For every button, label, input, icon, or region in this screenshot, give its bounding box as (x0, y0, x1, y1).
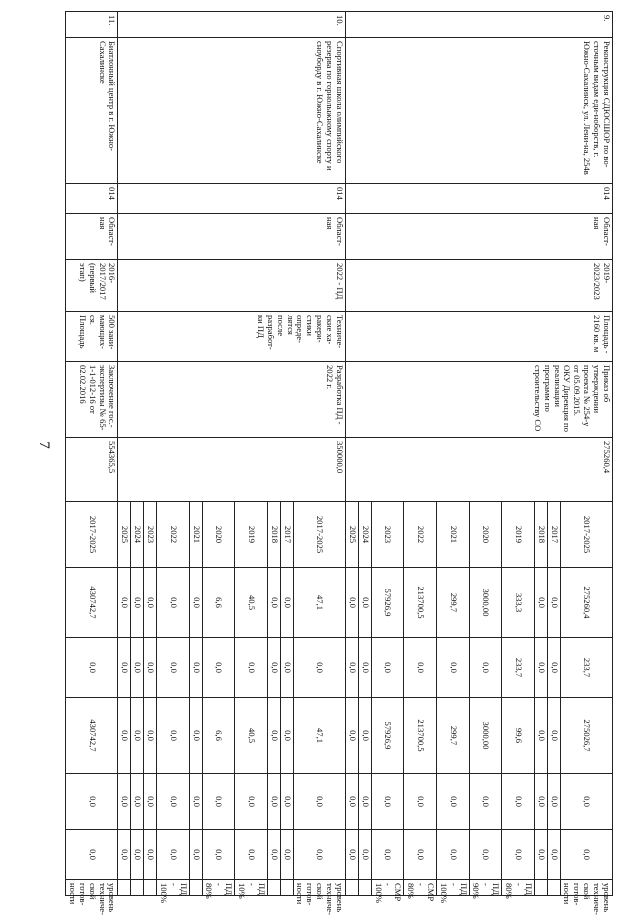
year-cell: 2019 (502, 502, 535, 568)
note-cell: ПД - 100% (437, 880, 470, 896)
year-cell: 2022 (157, 502, 190, 568)
cost-cell: 350000,0 (118, 438, 346, 502)
level-cell: Област-ная (346, 214, 613, 260)
value-cell: 0,0 (346, 774, 359, 830)
value-cell: 0,0 (404, 774, 437, 830)
value-cell: 0,0 (371, 638, 404, 698)
capacity-cell: Площадь - 2160 кв. м (346, 312, 613, 362)
note-cell: уровень техниче-ской готов-ности (560, 880, 612, 896)
value-cell: 0,0 (560, 830, 612, 880)
value-cell: 0,0 (547, 830, 560, 880)
value-cell: 0,0 (202, 638, 235, 698)
value-cell: 0,0 (280, 568, 293, 638)
value-cell: 0,0 (534, 830, 547, 880)
value-cell: 0,0 (131, 568, 144, 638)
value-cell: 0,0 (358, 774, 371, 830)
value-cell: 47,1 (293, 698, 345, 774)
value-cell: 3000,00 (469, 568, 502, 638)
value-cell: 0,0 (371, 830, 404, 880)
value-cell: 0,0 (235, 774, 268, 830)
period-cell: 2016-2017/2017 (первый этап) (66, 260, 118, 312)
level-cell: Област-ная (66, 214, 118, 260)
value-cell: 3000,00 (469, 698, 502, 774)
value-cell: 0,0 (502, 774, 535, 830)
capacity-cell: Техниче-ские ха-ракери-стики опреде-лятся после разработ-ки ПД (118, 312, 346, 362)
period-cell: 2022 - ПД (118, 260, 346, 312)
object-name: Спортивная школа олимпийского резерва по горнолыжному спорту и сноуборду в г. Южно-Сахалинске (118, 38, 346, 184)
value-cell: 6,6 (202, 568, 235, 638)
value-cell: 0,0 (157, 698, 190, 774)
value-cell: 0,0 (469, 774, 502, 830)
value-cell: 99,6 (502, 698, 535, 774)
value-cell: 0,0 (144, 698, 157, 774)
year-cell: 2019 (235, 502, 268, 568)
value-cell: 0,0 (502, 830, 535, 880)
value-cell: 0,0 (280, 774, 293, 830)
note-cell: ПД - 80% (202, 880, 235, 896)
table-row (560, 12, 612, 896)
value-cell: 0,0 (534, 568, 547, 638)
value-cell: 0,0 (131, 774, 144, 830)
year-cell: 2018 (534, 502, 547, 568)
year-cell: 2021 (437, 502, 470, 568)
object-name: Реконструкция СДЮСШОР по во-сточным видам еди-ноборств, г. Южно-Сахалинск, ул. Лени-на, 254в (346, 38, 613, 184)
value-cell: 0,0 (547, 568, 560, 638)
note-cell (131, 880, 144, 896)
value-cell: 0,0 (157, 568, 190, 638)
note-cell: уровень техниче-ской готов-ности (66, 880, 118, 896)
year-cell: 2020 (469, 502, 502, 568)
value-cell: 0,0 (437, 774, 470, 830)
value-cell: 0,0 (267, 698, 280, 774)
value-cell: 0,0 (66, 638, 118, 698)
value-cell: 0,0 (437, 638, 470, 698)
value-cell: 57926,9 (371, 698, 404, 774)
year-cell: 2017-2025 (293, 502, 345, 568)
year-cell: 2017 (280, 502, 293, 568)
value-cell: 0,0 (404, 830, 437, 880)
value-cell: 0,0 (144, 774, 157, 830)
note-cell (280, 880, 293, 896)
value-cell: 0,0 (346, 698, 359, 774)
value-cell: 0,0 (66, 830, 118, 880)
value-cell: 0,0 (358, 638, 371, 698)
row-number: 10. (118, 12, 346, 38)
value-cell: 0,0 (118, 568, 131, 638)
note-cell (358, 880, 371, 896)
value-cell: 0,0 (293, 638, 345, 698)
value-cell: 0,0 (346, 568, 359, 638)
row-number: 9. (346, 12, 613, 38)
year-cell: 2020 (202, 502, 235, 568)
note-cell (534, 880, 547, 896)
value-cell: 0,0 (534, 638, 547, 698)
value-cell: 0,0 (293, 774, 345, 830)
value-cell: 0,0 (189, 830, 202, 880)
note-cell (189, 880, 202, 896)
note-cell: ПД - 100% (157, 880, 190, 896)
note-cell: ПД - 80% (502, 880, 535, 896)
value-cell: 0,0 (157, 638, 190, 698)
value-cell: 0,0 (267, 774, 280, 830)
value-cell: 0,0 (437, 830, 470, 880)
value-cell: 0,0 (157, 774, 190, 830)
note-cell: СМР - 100% (371, 880, 404, 896)
value-cell: 0,0 (293, 830, 345, 880)
value-cell: 0,0 (547, 698, 560, 774)
note-cell (144, 880, 157, 896)
cost-cell: 554365,5 (66, 438, 118, 502)
object-name: Биатлонный центр в г. Южно-Сахалинске (66, 38, 118, 184)
value-cell: 0,0 (346, 638, 359, 698)
year-cell: 2017-2025 (66, 502, 118, 568)
value-cell: 0,0 (189, 568, 202, 638)
note-cell: уровень техниче-ской готов-ности (293, 880, 345, 896)
value-cell: 0,0 (66, 774, 118, 830)
value-cell: 47,1 (293, 568, 345, 638)
year-cell: 2017 (547, 502, 560, 568)
year-cell: 2017-2025 (560, 502, 612, 568)
value-cell: 0,0 (118, 774, 131, 830)
value-cell: 0,0 (280, 830, 293, 880)
value-cell: 333,3 (502, 568, 535, 638)
table-row (66, 12, 118, 896)
value-cell: 0,0 (371, 774, 404, 830)
value-cell: 0,0 (144, 638, 157, 698)
document-cell: Заключение гос.-экспертизы № 65-1-1-012-16 от 02.02.2016 (66, 362, 118, 438)
program-table (65, 11, 613, 915)
value-cell: 430742,7 (66, 568, 118, 638)
year-cell: 2023 (144, 502, 157, 568)
note-cell: СМР - 80% (404, 880, 437, 896)
year-cell: 2024 (358, 502, 371, 568)
value-cell: 0,0 (358, 568, 371, 638)
value-cell: 6,6 (202, 698, 235, 774)
value-cell: 0,0 (189, 638, 202, 698)
level-cell: Област-ная (118, 214, 346, 260)
value-cell: 0,0 (118, 830, 131, 880)
period-cell: 2019-2023/2023 (346, 260, 613, 312)
value-cell: 0,0 (118, 698, 131, 774)
year-cell: 2018 (267, 502, 280, 568)
value-cell: 0,0 (235, 638, 268, 698)
document-cell: Разработка ПД - 2022 г. (118, 362, 346, 438)
value-cell: 0,0 (560, 774, 612, 830)
value-cell: 0,0 (280, 638, 293, 698)
value-cell: 0,0 (118, 638, 131, 698)
table-row (293, 12, 345, 896)
year-cell: 2021 (189, 502, 202, 568)
code-cell: 014 (118, 184, 346, 214)
year-cell: 2022 (404, 502, 437, 568)
value-cell: 0,0 (267, 830, 280, 880)
value-cell: 233,7 (502, 638, 535, 698)
value-cell: 213700,5 (404, 568, 437, 638)
value-cell: 0,0 (469, 830, 502, 880)
value-cell: 0,0 (131, 698, 144, 774)
value-cell: 40,5 (235, 698, 268, 774)
value-cell: 0,0 (202, 774, 235, 830)
value-cell: 0,0 (144, 568, 157, 638)
value-cell: 213700,5 (404, 698, 437, 774)
note-cell (547, 880, 560, 896)
note-cell (118, 880, 131, 896)
value-cell: 0,0 (235, 830, 268, 880)
rotated-table-wrapper (68, 11, 613, 915)
value-cell: 0,0 (358, 698, 371, 774)
value-cell: 0,0 (358, 830, 371, 880)
value-cell: 0,0 (157, 830, 190, 880)
note-cell: ПД - 10% (235, 880, 268, 896)
value-cell: 0,0 (189, 698, 202, 774)
year-cell: 2023 (371, 502, 404, 568)
page-number: 7 (36, 441, 53, 449)
capacity-cell: 500 зани-мающих-ся. Площадь (66, 312, 118, 362)
value-cell: 299,7 (437, 568, 470, 638)
value-cell: 0,0 (131, 638, 144, 698)
document-cell: Приказ об утверждении проекта № 254-у от 05.09.2015. ОКУ Дирекция по реализации программ по строительству СО (346, 362, 613, 438)
value-cell: 0,0 (404, 638, 437, 698)
year-cell: 2025 (346, 502, 359, 568)
year-cell: 2024 (131, 502, 144, 568)
value-cell: 0,0 (189, 774, 202, 830)
note-cell (346, 880, 359, 896)
row-number: 11. (66, 12, 118, 38)
value-cell: 40,5 (235, 568, 268, 638)
value-cell: 0,0 (131, 830, 144, 880)
note-cell: ПД - 90% (469, 880, 502, 896)
value-cell: 0,0 (267, 568, 280, 638)
cost-cell: 275260,4 (346, 438, 613, 502)
value-cell: 275260,4 (560, 568, 612, 638)
value-cell: 430742,7 (66, 698, 118, 774)
value-cell: 0,0 (267, 638, 280, 698)
value-cell: 57926,9 (371, 568, 404, 638)
value-cell: 0,0 (280, 698, 293, 774)
year-cell: 2025 (118, 502, 131, 568)
value-cell: 299,7 (437, 698, 470, 774)
value-cell: 0,0 (547, 638, 560, 698)
value-cell: 0,0 (144, 830, 157, 880)
value-cell: 0,0 (469, 638, 502, 698)
value-cell: 0,0 (202, 830, 235, 880)
value-cell: 0,0 (534, 774, 547, 830)
note-cell (267, 880, 280, 896)
value-cell: 0,0 (346, 830, 359, 880)
code-cell: 014 (66, 184, 118, 214)
value-cell: 275026,7 (560, 698, 612, 774)
code-cell: 014 (346, 184, 613, 214)
value-cell: 0,0 (534, 698, 547, 774)
value-cell: 0,0 (547, 774, 560, 830)
value-cell: 233,7 (560, 638, 612, 698)
